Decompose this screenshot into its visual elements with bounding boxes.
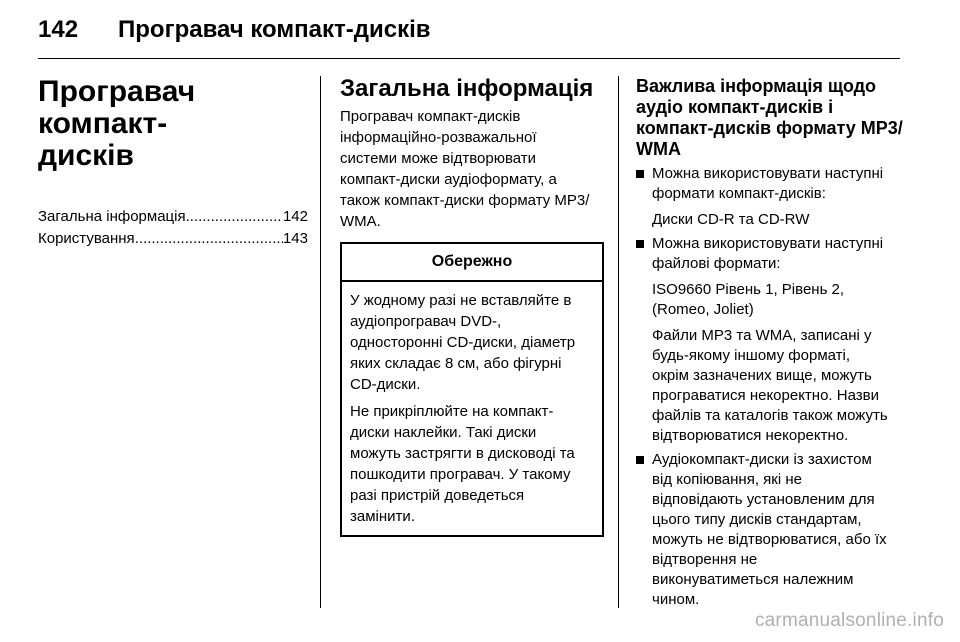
text-line: системи може відтворювати xyxy=(340,150,537,167)
title-line: Важлива інформація щодо xyxy=(636,76,877,96)
text-line: також компакт-диски формату MP3/ xyxy=(340,192,590,209)
text-line: разі пристрій доведеться xyxy=(350,487,525,504)
caution-paragraph xyxy=(350,290,594,395)
toc-entry-page: 143 xyxy=(282,230,308,247)
list-item xyxy=(636,450,904,610)
column-divider-right xyxy=(618,76,619,608)
toc-leader-dots xyxy=(186,206,283,228)
text-line: Файли MP3 та WMA, записані у xyxy=(652,327,872,344)
text-line: програватися некоректно. Назви xyxy=(652,387,879,404)
chapter-title-line: дисків xyxy=(38,139,134,172)
caution-box xyxy=(340,242,604,537)
text-line: ISO9660 Рівень 1, Рівень 2, xyxy=(652,281,845,298)
watermark-text: carmanualsonline.info xyxy=(754,610,944,631)
text-line: Можна використовувати наступні xyxy=(652,235,884,252)
text-line: формати компакт-дисків: xyxy=(652,185,826,202)
toc-entry-label: Загальна інформація xyxy=(38,208,186,225)
page-header xyxy=(38,12,900,59)
text-line: Не прикріплюйте на компакт- xyxy=(350,403,554,420)
text-line: відтворюватися некоректно. xyxy=(652,427,849,444)
toc-entry-label: Користування xyxy=(38,230,135,247)
list-item xyxy=(636,164,904,230)
text-line: від копіювання, які не xyxy=(652,471,802,488)
text-line: CD-диски. xyxy=(350,376,421,393)
text-line: будь-якому іншому форматі, xyxy=(652,347,851,364)
section-title: Загальна інформація xyxy=(340,75,594,102)
bullet-list xyxy=(636,164,904,610)
right-column xyxy=(636,76,904,614)
middle-column xyxy=(340,76,602,537)
list-item-subtext xyxy=(652,210,904,230)
text-line: пошкодити програвач. У такому xyxy=(350,466,571,483)
list-item-text xyxy=(652,164,904,204)
left-column xyxy=(38,76,308,250)
title-line: компакт-дисків формату MP3/ xyxy=(636,118,903,138)
square-bullet-icon xyxy=(636,240,644,248)
text-line: відтворення не xyxy=(652,551,758,568)
text-line: (Romeo, Joliet) xyxy=(652,301,754,318)
text-line: компакт-диски аудіоформату, а xyxy=(340,171,557,188)
toc-entry-page: 142 xyxy=(282,208,308,225)
text-line: аудіопрогравач DVD-, xyxy=(350,313,502,330)
list-item-subtext xyxy=(652,280,904,320)
text-line: окрім зазначених вище, можуть xyxy=(652,367,872,384)
text-line: цього типу дисків стандартам, xyxy=(652,511,862,528)
text-line: Аудіокомпакт-диски із захистом xyxy=(652,451,872,468)
text-line: можуть не відтворюватися, або їх xyxy=(652,531,887,548)
page-number: 142 xyxy=(38,16,79,43)
text-line: файлові формати: xyxy=(652,255,781,272)
text-line: відповідають установленим для xyxy=(652,491,875,508)
list-item-text xyxy=(652,450,904,610)
toc-entry-usage[interactable] xyxy=(38,228,308,250)
square-bullet-icon xyxy=(636,170,644,178)
text-line: диски наклейки. Такі диски xyxy=(350,424,537,441)
text-line: WMA. xyxy=(340,213,381,230)
text-line: односторонні CD-диски, діаметр xyxy=(350,334,576,351)
list-item-subtext xyxy=(652,326,904,446)
list-item-text xyxy=(652,234,904,274)
text-line: інформаційно-розважальної xyxy=(340,129,537,146)
chapter-title-line: Програвач компакт- xyxy=(38,75,196,140)
square-bullet-icon xyxy=(636,456,644,464)
text-line: Програвач компакт-дисків xyxy=(340,108,521,125)
text-line: яких складає 8 см, або фігурні xyxy=(350,355,562,372)
chapter-title xyxy=(38,76,308,172)
caution-heading: Обережно xyxy=(342,244,602,282)
text-line: чином. xyxy=(652,591,700,608)
caution-paragraph xyxy=(350,401,594,527)
text-line: файлів та каталогів також можуть xyxy=(652,407,888,424)
text-line: Можна використовувати наступні xyxy=(652,165,884,182)
subsection-title xyxy=(636,76,904,160)
intro-paragraph xyxy=(340,106,602,232)
title-line: WMA xyxy=(636,139,681,159)
caution-body xyxy=(342,282,602,535)
toc-leader-dots xyxy=(135,228,283,250)
text-line: Диски CD-R та CD-RW xyxy=(652,211,810,228)
title-line: аудіо компакт-дисків і xyxy=(636,97,834,117)
list-item xyxy=(636,234,904,446)
text-line: виконуватиметься належним xyxy=(652,571,854,588)
column-divider-left xyxy=(320,76,321,608)
text-line: У жодному разі не вставляйте в xyxy=(350,292,572,309)
running-title: Програвач компакт-дисків xyxy=(118,16,431,43)
text-line: замінити. xyxy=(350,508,415,525)
toc-entry-general-info[interactable] xyxy=(38,206,308,228)
text-line: можуть застрягти в дисководі та xyxy=(350,445,575,462)
